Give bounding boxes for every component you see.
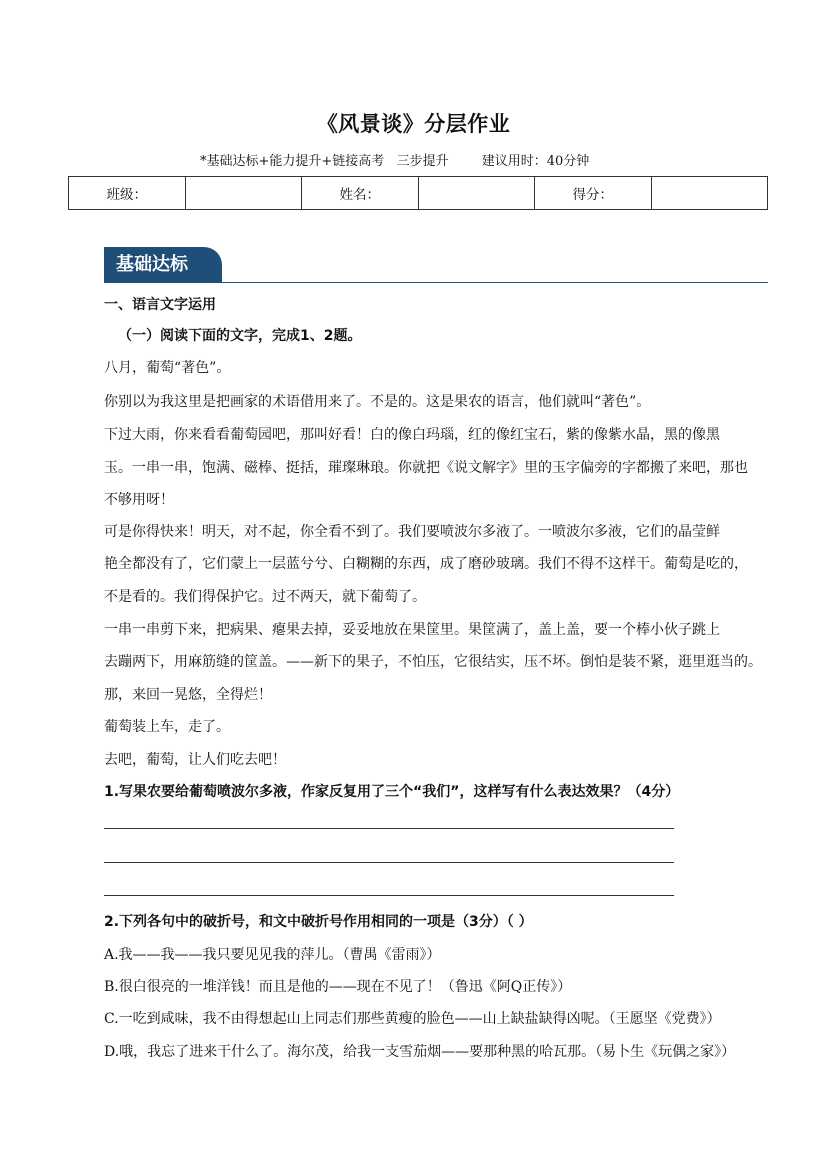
- passage-line: 去蹦两下，用麻筋缝的筐盖。——新下的果子，不怕压，它很结实，压不坏。倒怕是装不紧，逛里逛当的。: [104, 654, 762, 670]
- class-field[interactable]: [185, 177, 302, 210]
- option-c: C.一吃到咸味，我不由得想起山上同志们那些黄瘦的脸色——山上缺盐缺得凶呢。（王愿坚《党费》）: [104, 1011, 721, 1027]
- passage-line: 那，来回一晃悠，全得烂！: [104, 687, 272, 703]
- answer-line[interactable]: [104, 895, 674, 896]
- answer-line[interactable]: [104, 862, 674, 863]
- document-subtitle: *基础达标+能力提升+链接高考 三步提升 建议用时：40分钟: [200, 154, 590, 169]
- passage-line: 一串一串剪下来，把病果、瘪果去掉，妥妥地放在果筐里。果筐满了，盖上盖，要一个棒小伙子跳上: [104, 622, 720, 638]
- passage-line: 不够用呀！: [104, 492, 174, 508]
- score-field[interactable]: [651, 177, 768, 210]
- passage-line: 葡萄装上车，走了。: [104, 719, 230, 735]
- class-label: 班级：: [69, 177, 186, 210]
- passage-line: 下过大雨，你来看看葡萄园吧，那叫好看！白的像白玛瑙，红的像红宝石，紫的像紫水晶，黑的像黑: [104, 427, 720, 443]
- part-heading: 一、语言文字运用: [104, 297, 216, 313]
- document-title: 《风景谈》分层作业: [316, 112, 511, 136]
- name-field[interactable]: [418, 177, 535, 210]
- student-info-table: [68, 176, 768, 210]
- passage-line: 去吧，葡萄，让人们吃去吧！: [104, 752, 286, 768]
- passage-line: 玉。一串一串，饱满、磁棒、挺括，璀璨琳琅。你就把《说文解字》里的玉字偏旁的字都搬了来吧，那也: [104, 460, 748, 476]
- passage-line: 艳全都没有了，它们蒙上一层蓝兮兮、白糊糊的东西，成了磨砂玻璃。我们不得不这样干。葡萄是吃的，: [104, 556, 748, 572]
- passage-line: 你别以为我这里是把画家的术语借用来了。不是的。这是果农的语言，他们就叫“著色”。: [104, 394, 651, 410]
- name-label: 姓名：: [302, 177, 419, 210]
- question-1: 1.写果农要给葡萄喷波尔多液，作家反复用了三个“我们”，这样写有什么表达效果？（4分）: [104, 784, 680, 800]
- option-b: B.很白很亮的一堆洋钱！而且是他的——现在不见了！（鲁迅《阿Q正传》）: [104, 979, 572, 995]
- passage-line: 可是你得快来！明天，对不起，你全看不到了。我们要喷波尔多液了。一喷波尔多液，它们的晶莹鲜: [104, 524, 720, 540]
- group-heading: （一）阅读下面的文字，完成1、2题。: [118, 328, 362, 344]
- answer-line[interactable]: [104, 828, 674, 829]
- section-banner: 基础达标: [104, 247, 222, 283]
- question-2: 2.下列各句中的破折号，和文中破折号作用相同的一项是（3分）（ ）: [104, 914, 533, 930]
- option-a: A.我——我——我只要见见我的萍儿。（曹禺《雷雨》）: [104, 947, 441, 963]
- option-d: D.哦，我忘了进来干什么了。海尔茂，给我一支雪茄烟——要那种黑的哈瓦那。（易卜生《玩偶之家》）: [104, 1044, 736, 1060]
- score-label: 得分：: [535, 177, 652, 210]
- passage-line: 不是看的。我们得保护它。过不两天，就下葡萄了。: [104, 589, 426, 605]
- passage-line: 八月，葡萄“著色”。: [104, 360, 231, 376]
- section-divider: [104, 282, 768, 283]
